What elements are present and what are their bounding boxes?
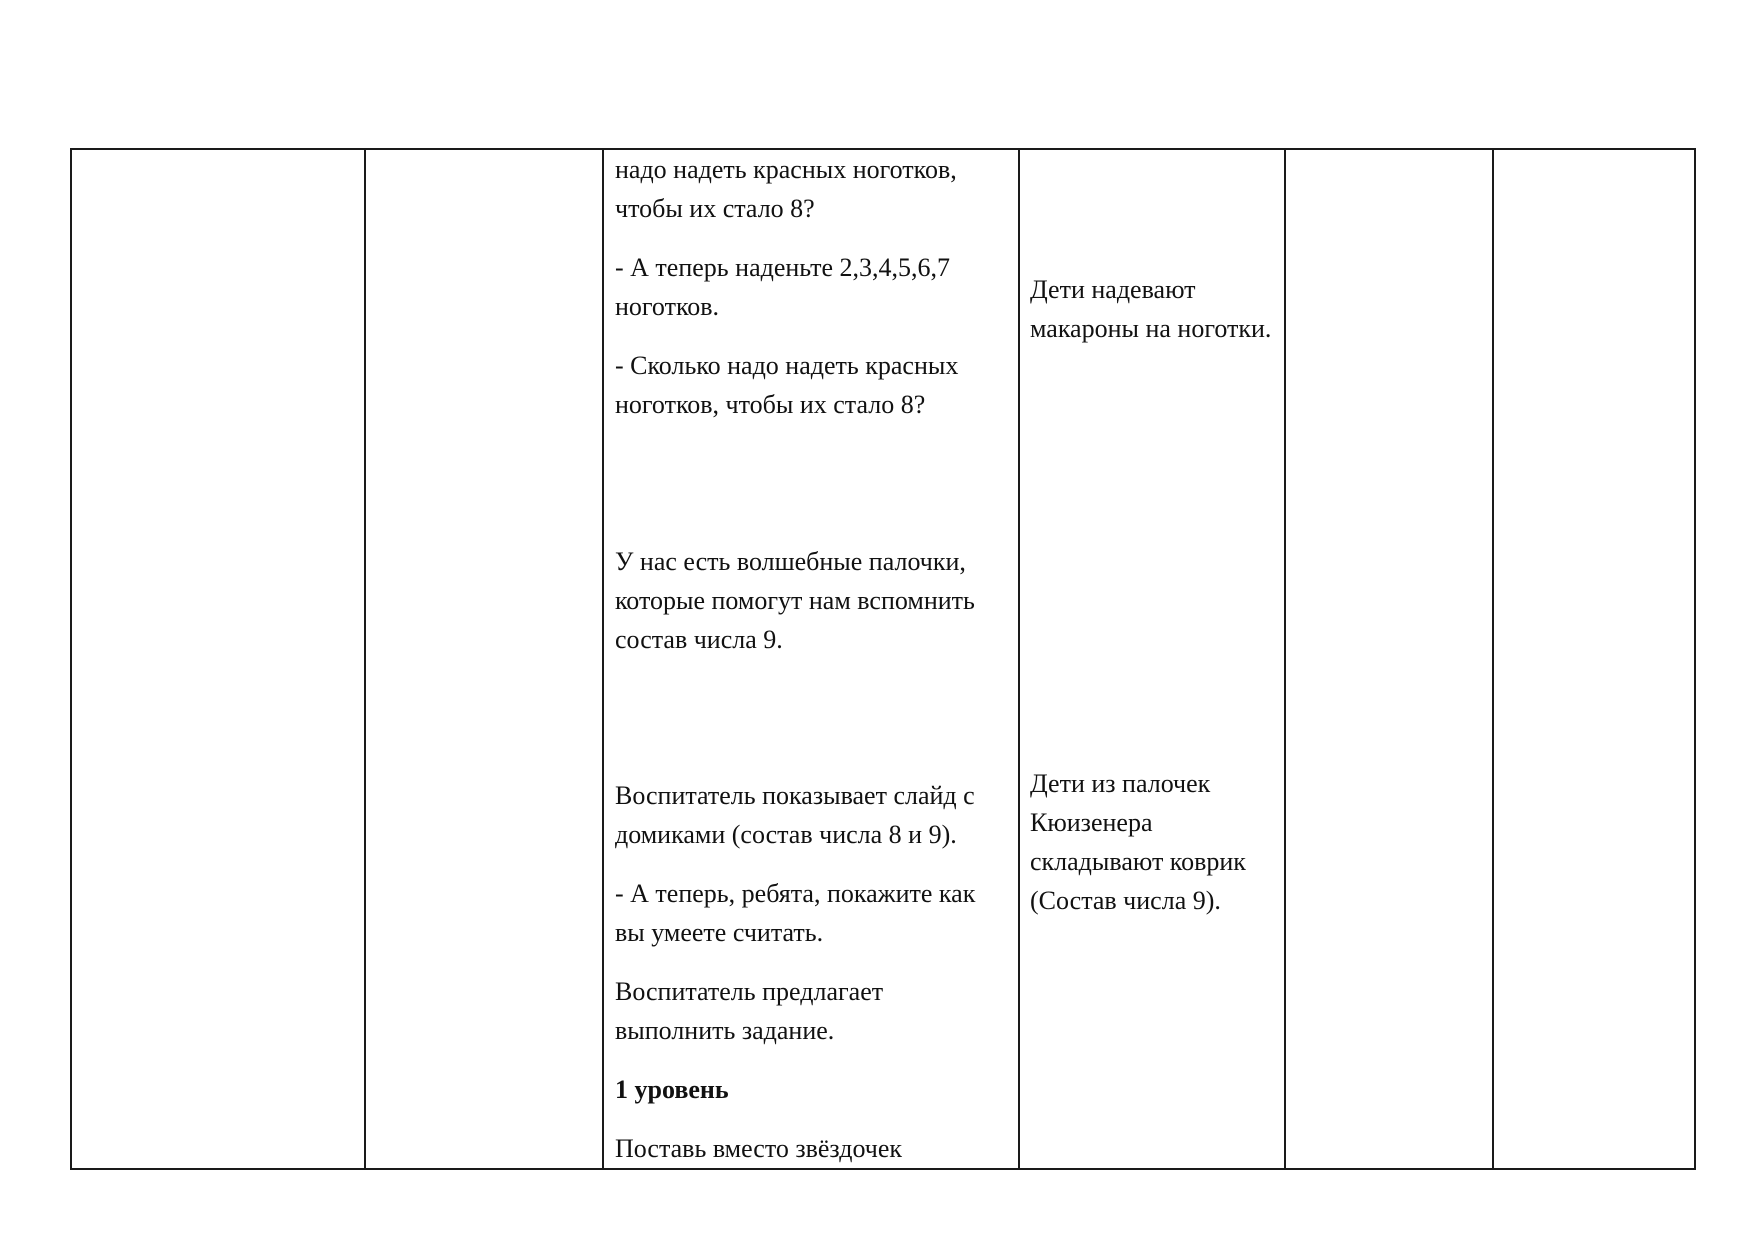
lesson-plan-table: [70, 148, 1696, 1170]
empty-cell-forms: [1285, 149, 1493, 1169]
children-activity-cell: [1019, 149, 1285, 1169]
empty-cell-results: [1493, 149, 1695, 1169]
empty-cell-tasks: [365, 149, 603, 1169]
empty-cell-stage: [71, 149, 365, 1169]
teacher-paragraph: - Сколько надо надеть красных ноготков, чтобы их стало 8?: [615, 351, 959, 419]
children-paragraph: Дети из палочек Кюизенера складывают коврик (Состав числа 9).: [1030, 769, 1246, 915]
teacher-paragraph: Поставь вместо звёздочек: [615, 1134, 903, 1163]
teacher-paragraph: Воспитатель показывает слайд с домиками (состав числа 8 и 9).: [615, 781, 975, 849]
teacher-paragraph: Воспитатель предлагает выполнить задание.: [615, 977, 884, 1045]
table-row: [71, 149, 1695, 1169]
children-paragraph: Дети надевают макароны на ноготки.: [1030, 275, 1272, 343]
teacher-paragraph: У нас есть волшебные палочки, которые помогут нам вспомнить состав числа 9.: [615, 547, 975, 654]
teacher-paragraph: - А теперь наденьте 2,3,4,5,6,7 ноготков.: [615, 253, 951, 321]
teacher-activity-cell: [603, 149, 1019, 1169]
teacher-paragraph: надо надеть красных ноготков, чтобы их стало 8?: [615, 155, 957, 223]
teacher-paragraph: - А теперь, ребята, покажите как вы умеете считать.: [615, 879, 976, 947]
level-heading: 1 уровень: [615, 1075, 729, 1104]
